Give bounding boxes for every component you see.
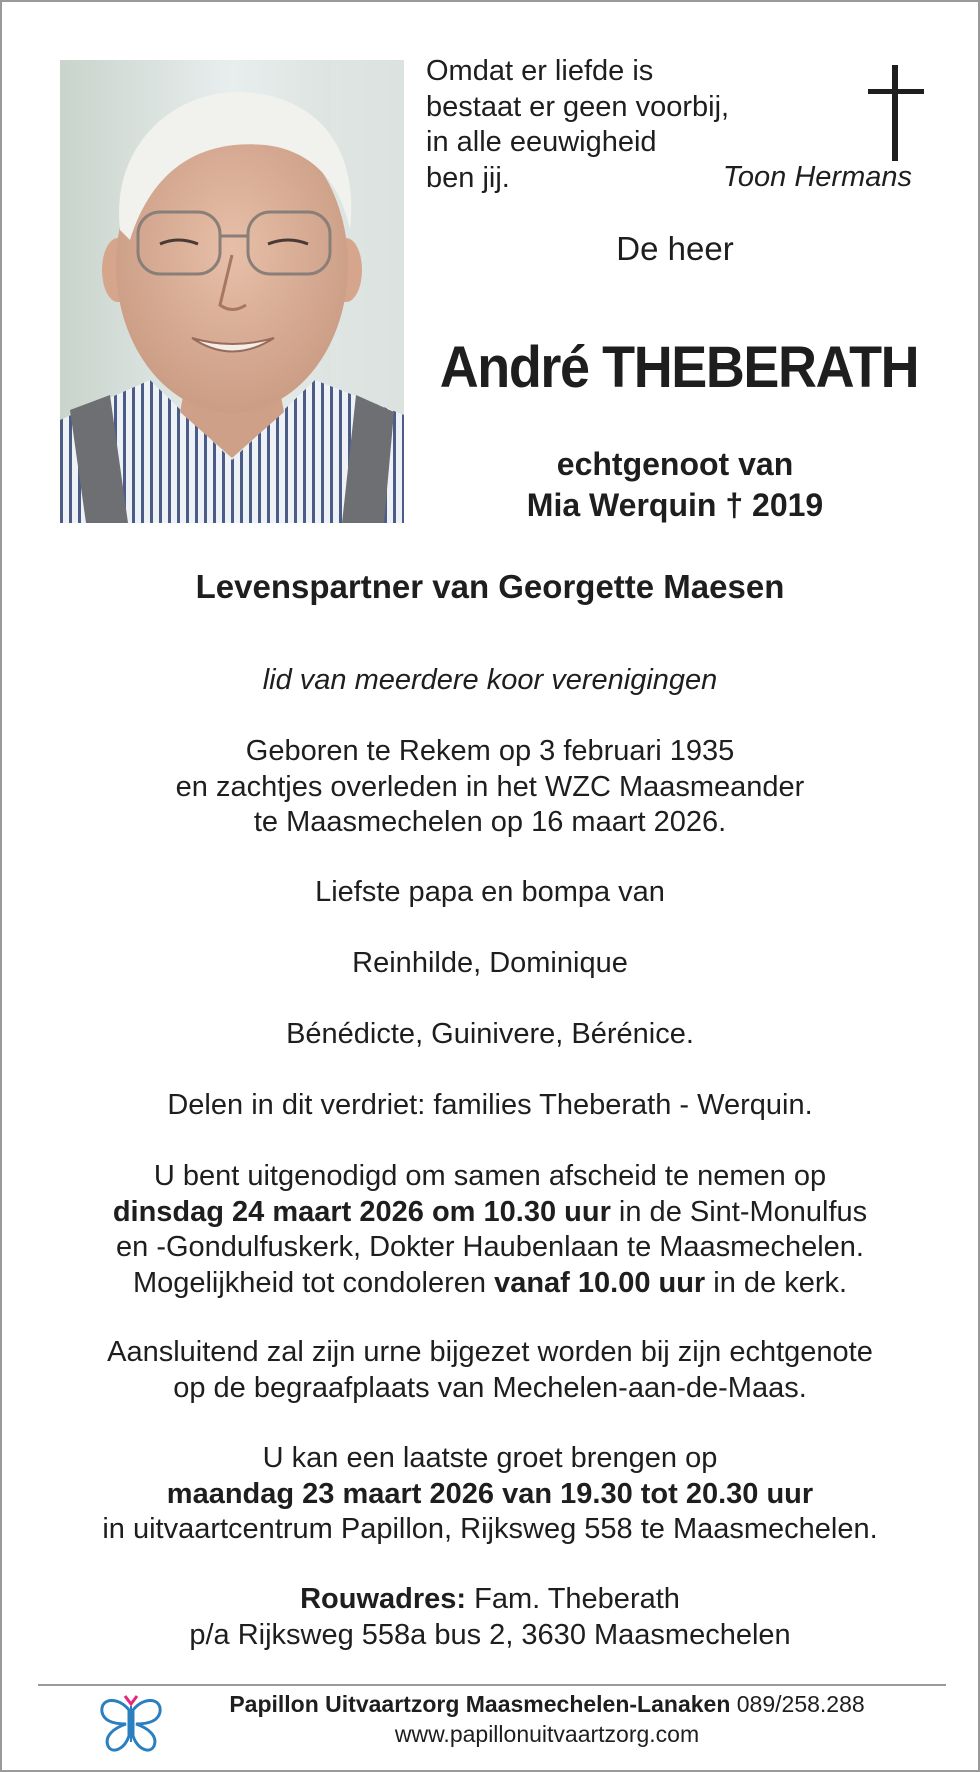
text-line (22, 1582, 958, 1618)
text-line: en -Gondulfuskerk, Dokter Haubenlaan te Maasmechelen. (116, 1231, 864, 1263)
service-datetime: dinsdag 24 maart 2026 om 10.30 uur (112, 1195, 611, 1228)
portrait-illustration (60, 60, 404, 523)
spouse-line: Mia Werquin † 2019 (526, 487, 824, 523)
funeral-home-info (152, 1689, 942, 1749)
children-names: Reinhilde, Dominique (352, 947, 628, 979)
cross-icon (868, 65, 924, 161)
spouse-info (422, 444, 928, 526)
deceased-name: André THEBERATH (439, 335, 919, 400)
address-label: Rouwadres: (300, 1583, 467, 1615)
spouse-line: echtgenoot van (556, 446, 794, 482)
text-fragment: Fam. Theberath (466, 1583, 680, 1615)
company-website[interactable]: www.papillonuitvaartzorg.com (394, 1721, 700, 1747)
text-line: en zachtjes overleden in het WZC Maasmeander (175, 770, 805, 803)
grandchildren-names: Bénédicte, Guinivere, Bérénice. (286, 1018, 694, 1050)
text-line: in uitvaartcentrum Papillon, Rijksweg 558 te Maasmechelen. (102, 1513, 878, 1545)
visitation-datetime: maandag 23 maart 2026 van 19.30 tot 20.30 uur (166, 1477, 814, 1510)
text-line: p/a Rijksweg 558a bus 2, 3630 Maasmechelen (189, 1618, 791, 1651)
visitation-info (22, 1441, 958, 1548)
text-line: U bent uitgenodigd om samen afscheid te nemen op (153, 1160, 827, 1192)
text-line: U kan een laatste groet brengen op (262, 1442, 718, 1474)
text-fragment: in de kerk. (705, 1266, 848, 1299)
portrait-photo (60, 60, 404, 523)
membership-line: lid van meerdere koor verenigingen (262, 664, 718, 696)
text-fragment: Mogelijkheid tot condoleren (132, 1266, 495, 1299)
honorific: De heer (616, 230, 734, 267)
poem (426, 54, 729, 196)
families-line: Delen in dit verdriet: families Theberath - Werquin. (167, 1089, 813, 1121)
footer-divider (38, 1684, 946, 1686)
text-line: Geboren te Rekem op 3 februari 1935 (245, 735, 735, 767)
text-line: Aansluitend zal zijn urne bijgezet worden bij zijn echtgenote (107, 1336, 873, 1368)
text-fragment: in de Sint-Monulfus (610, 1195, 868, 1228)
burial-info (22, 1335, 958, 1406)
funeral-service-info (22, 1159, 958, 1301)
partner-line: Levenspartner van Georgette Maesen (195, 568, 785, 605)
mourning-address (22, 1582, 958, 1653)
text-line (22, 1266, 958, 1302)
text-line: te Maasmechelen op 16 maart 2026. (253, 806, 727, 838)
poem-line: in alle eeuwigheid (426, 126, 657, 158)
birth-death-info (22, 734, 958, 841)
condolence-time: vanaf 10.00 uur (494, 1266, 706, 1299)
poem-line: bestaat er geen voorbij, (426, 90, 730, 123)
text-line (152, 1689, 942, 1719)
company-name: Papillon Uitvaartzorg Maasmechelen-Lanaken (229, 1691, 731, 1717)
text-line (22, 1195, 958, 1231)
poem-line: ben jij. (426, 161, 510, 194)
family-intro: Liefste papa en bompa van (315, 876, 665, 908)
text-line: op de begraafplaats van Mechelen-aan-de-Maas. (173, 1371, 807, 1404)
poem-author: Toon Hermans (722, 161, 912, 193)
company-phone: 089/258.288 (730, 1691, 865, 1717)
poem-line: Omdat er liefde is (426, 55, 654, 87)
